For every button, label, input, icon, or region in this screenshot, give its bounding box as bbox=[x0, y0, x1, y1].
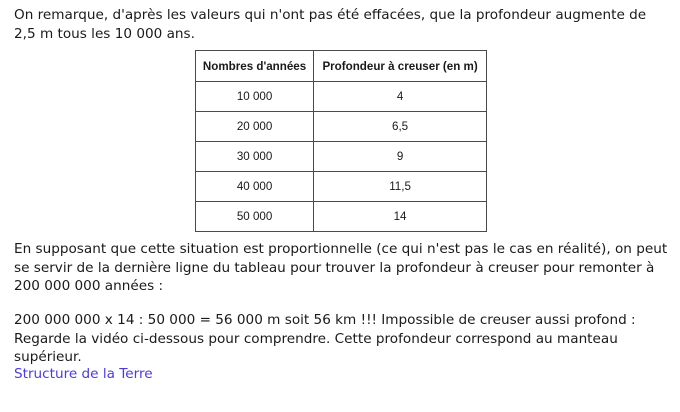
table-row bbox=[196, 172, 487, 202]
cell-years: 40 000 bbox=[196, 172, 314, 202]
years-depth-table bbox=[195, 50, 487, 232]
header-years: Nombres d'années bbox=[196, 51, 314, 82]
proportional-paragraph: En supposant que cette situation est proportionnelle (ce qui n'est pas le cas en réalité), on peut se servir de la dernière ligne du tableau pour trouver la profondeur à creuser pour remonter à 200 000 000 années : bbox=[14, 241, 668, 294]
cell-years: 20 000 bbox=[196, 112, 314, 142]
cell-years: 30 000 bbox=[196, 142, 314, 172]
table-container bbox=[195, 50, 487, 235]
cell-depth: 9 bbox=[314, 142, 487, 172]
structure-terre-link[interactable]: Structure de la Terre bbox=[14, 366, 153, 382]
table-header-row bbox=[196, 51, 487, 82]
cell-years: 10 000 bbox=[196, 82, 314, 112]
cell-depth: 6,5 bbox=[314, 112, 487, 142]
calculation-paragraph: 200 000 000 x 14 : 50 000 = 56 000 m soit 56 km !!! Impossible de creuser aussi profond : Regarde la vidéo ci-dessous pour comprendre. Cette profondeur correspond au manteau supérieur. bbox=[14, 312, 636, 365]
header-depth: Profondeur à creuser (en m) bbox=[314, 51, 487, 82]
cell-years: 50 000 bbox=[196, 202, 314, 232]
cell-depth: 11,5 bbox=[314, 172, 487, 202]
cell-depth: 4 bbox=[314, 82, 487, 112]
table-row bbox=[196, 112, 487, 142]
table-row bbox=[196, 142, 487, 172]
table-row bbox=[196, 202, 487, 232]
cell-depth: 14 bbox=[314, 202, 487, 232]
table-row bbox=[196, 82, 487, 112]
intro-paragraph: On remarque, d'après les valeurs qui n'ont pas été effacées, que la profondeur augmente de 2,5 m tous les 10 000 ans. bbox=[14, 7, 647, 42]
